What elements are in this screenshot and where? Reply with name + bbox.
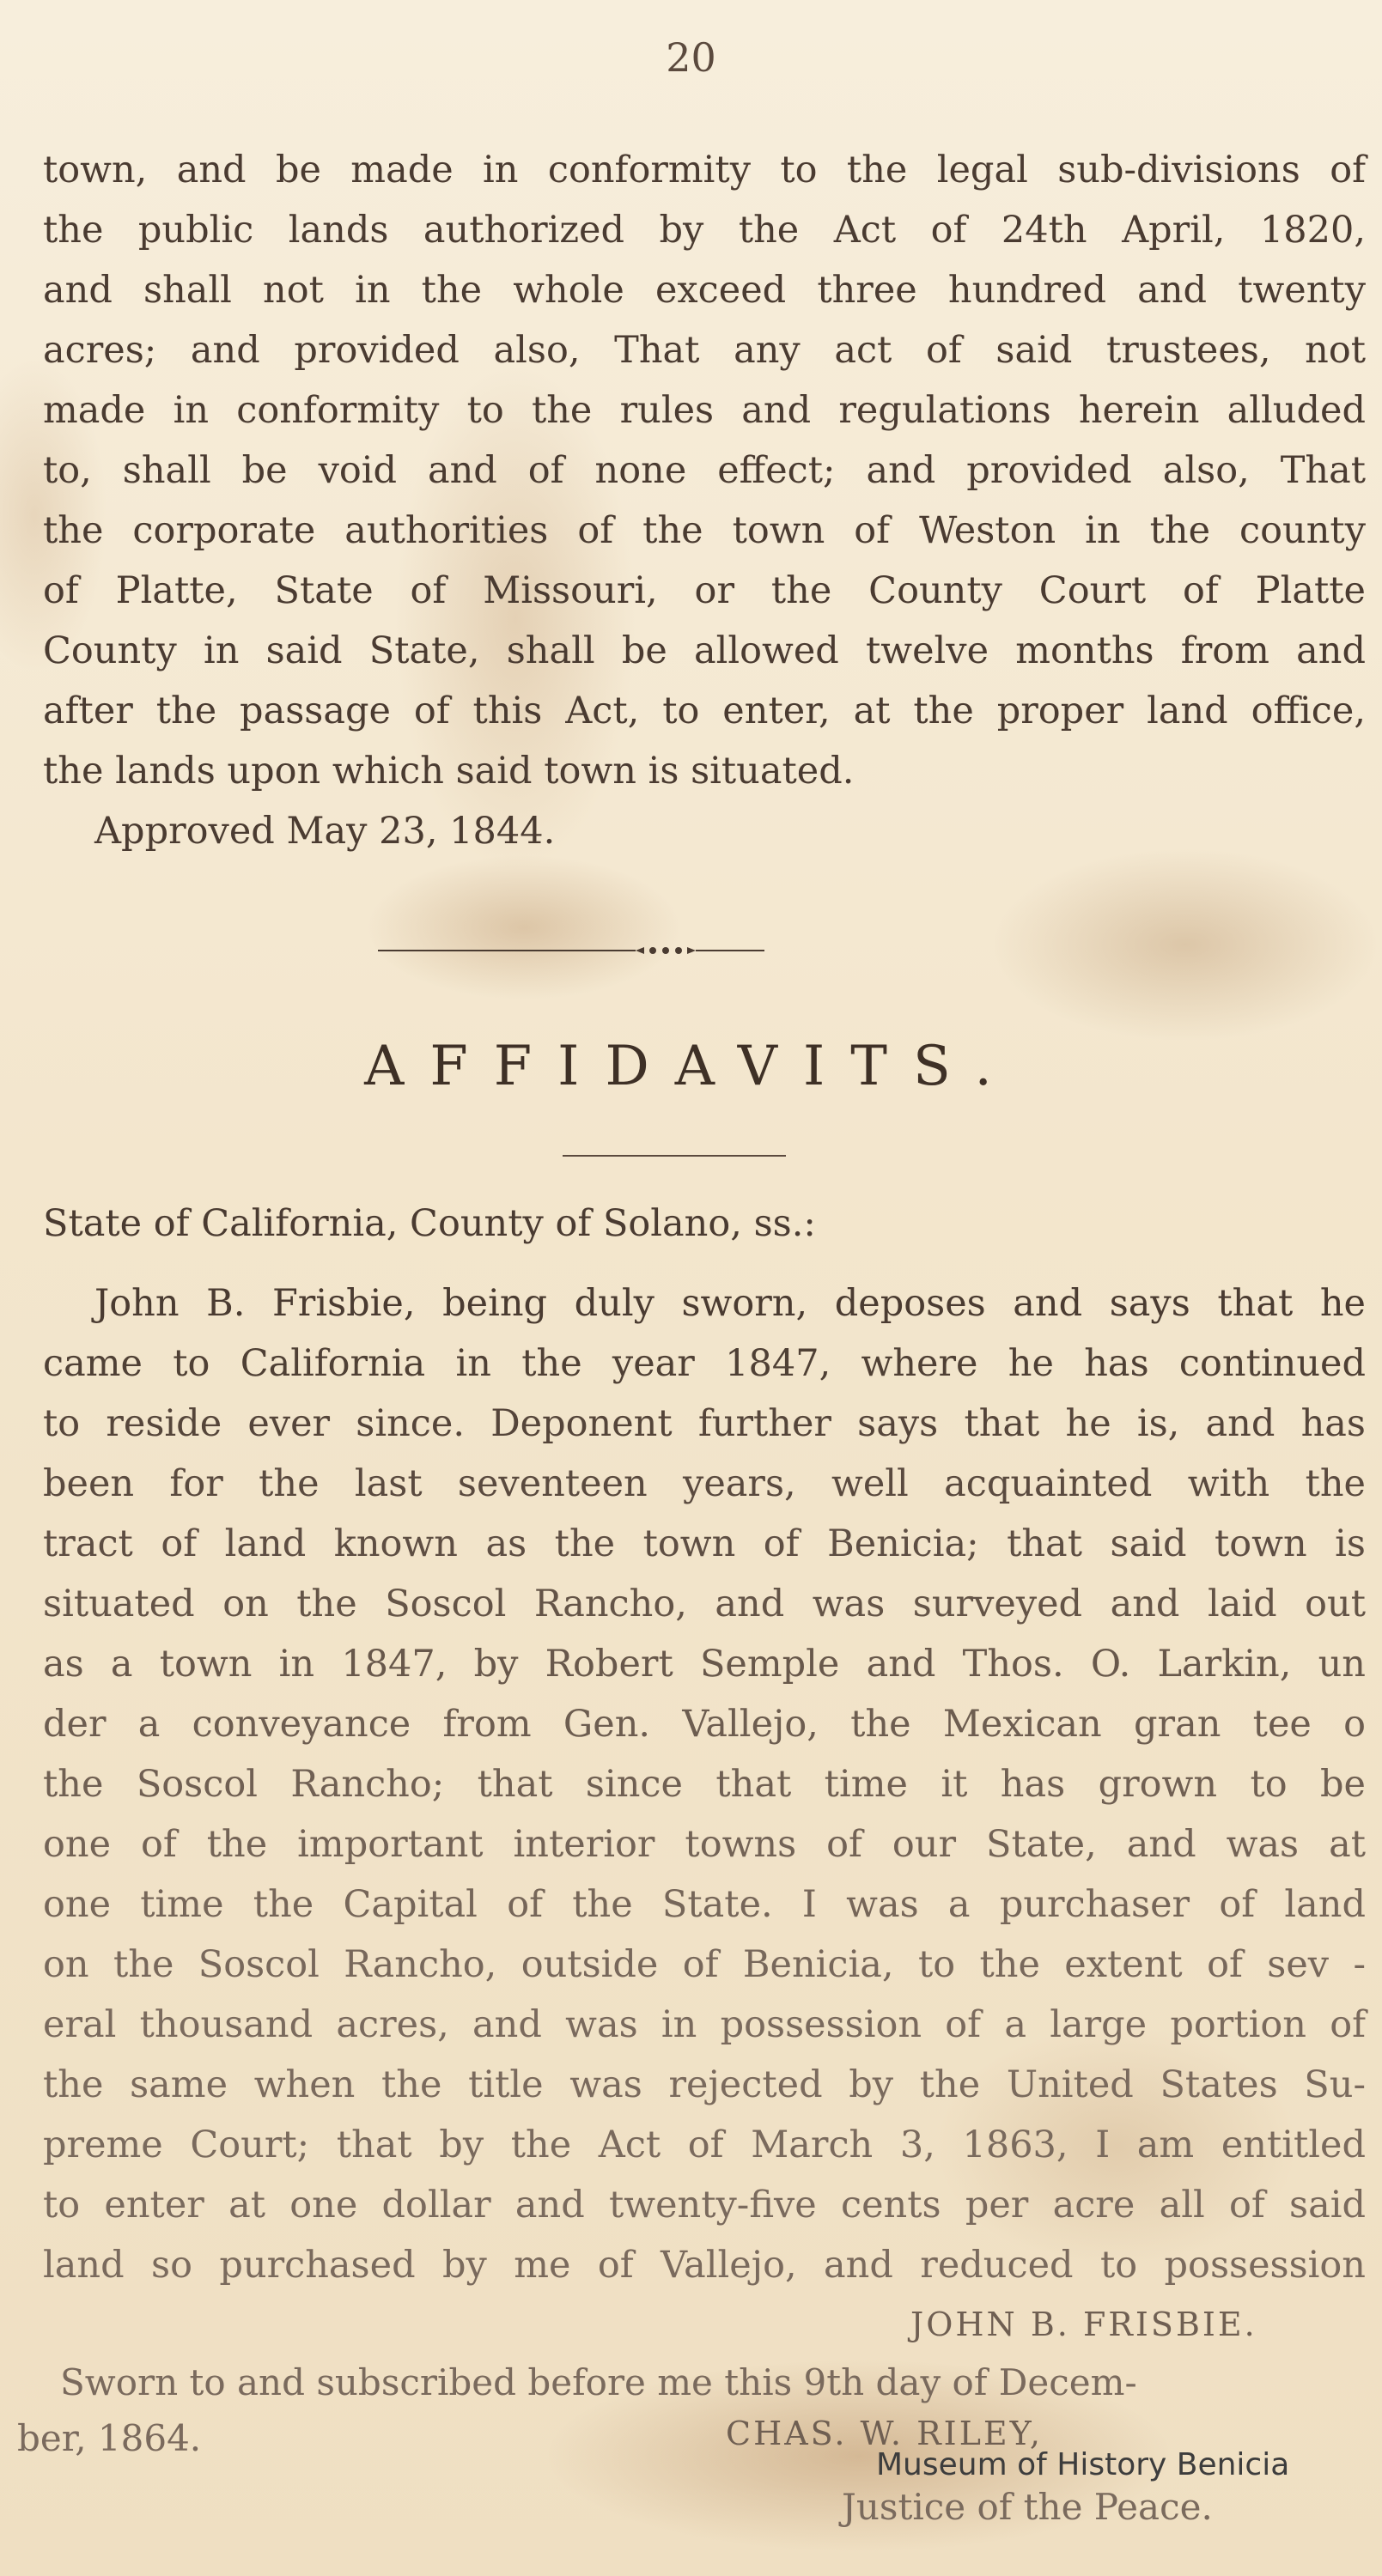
jurat-line: Sworn to and subscribed before me this 9th day of Decem- xyxy=(60,2361,1137,2403)
text-line: the same when the title was rejected by the United States Su- xyxy=(43,2063,1366,2106)
text-line: and shall not in the whole exceed three hundred and twenty xyxy=(43,269,1366,312)
ornamental-rule xyxy=(378,946,764,955)
text-line: as a town in 1847, by Robert Semple and Thos. O. Larkin, un xyxy=(43,1643,1366,1686)
text-line: to reside ever since. Deponent further says that he is, and has xyxy=(43,1402,1366,1445)
text-line: on the Soscol Rancho, outside of Benicia, to the extent of sev - xyxy=(43,1943,1366,1986)
text-line: eral thousand acres, and was in possession of a large portion of xyxy=(43,2003,1366,2046)
text-line: tract of land known as the town of Benicia; that said town is xyxy=(43,1522,1366,1565)
text-line: made in conformity to the rules and regulations herein alluded xyxy=(43,389,1366,432)
page-number: 20 xyxy=(666,34,716,81)
text-line: town, and be made in conformity to the legal sub-divisions of xyxy=(43,149,1366,191)
text-line: preme Court; that by the Act of March 3, 1863, I am entitled xyxy=(43,2123,1366,2166)
text-line: the lands upon which said town is situated. xyxy=(43,750,855,793)
text-line: to enter at one dollar and twenty-five cents per acre all of said xyxy=(43,2184,1366,2227)
text-line: one time the Capital of the State. I was a purchaser of land xyxy=(43,1883,1366,1926)
text-line: came to California in the year 1847, where he has continued xyxy=(43,1342,1366,1385)
section-heading: AFFIDAVITS. xyxy=(364,1035,1018,1098)
text-line: to, shall be void and of none effect; and provided also, That xyxy=(43,449,1366,492)
jurat-line: ber, 1864. xyxy=(17,2417,202,2459)
museum-watermark: Museum of History Benicia xyxy=(876,2447,1290,2482)
officer-name: CHAS. W. RILEY, xyxy=(726,2415,1043,2452)
text-line: the Soscol Rancho; that since that time it has grown to be xyxy=(43,1763,1366,1806)
text-line: land so purchased by me of Vallejo, and reduced to possession xyxy=(43,2244,1366,2287)
text-line: the public lands authorized by the Act of 24th April, 1820, xyxy=(43,209,1366,252)
officer-title: Justice of the Peace. xyxy=(842,2486,1213,2528)
text-line: one of the important interior towns of our State, and was at xyxy=(43,1823,1366,1866)
text-line: der a conveyance from Gen. Vallejo, the Mexican gran tee o xyxy=(43,1703,1366,1746)
text-line: acres; and provided also, That any act of said trustees, not xyxy=(43,329,1366,372)
approval-date: Approved May 23, 1844. xyxy=(94,810,556,853)
text-line: been for the last seventeen years, well acquainted with the xyxy=(43,1462,1366,1505)
heading-underline xyxy=(563,1155,786,1157)
text-line: County in said State, shall be allowed twelve months from and xyxy=(43,629,1366,672)
venue-line: State of California, County of Solano, ss.: xyxy=(43,1202,816,1245)
text-line: situated on the Soscol Rancho, and was surveyed and laid out xyxy=(43,1583,1366,1625)
text-line: of Platte, State of Missouri, or the County Court of Platte xyxy=(43,569,1366,612)
deponent-signature: JOHN B. FRISBIE. xyxy=(910,2306,1257,2343)
text-line: after the passage of this Act, to enter, at the proper land office, xyxy=(43,690,1366,732)
text-line: the corporate authorities of the town of Weston in the county xyxy=(43,509,1366,552)
text-line: John B. Frisbie, being duly sworn, deposes and says that he xyxy=(94,1282,1366,1325)
